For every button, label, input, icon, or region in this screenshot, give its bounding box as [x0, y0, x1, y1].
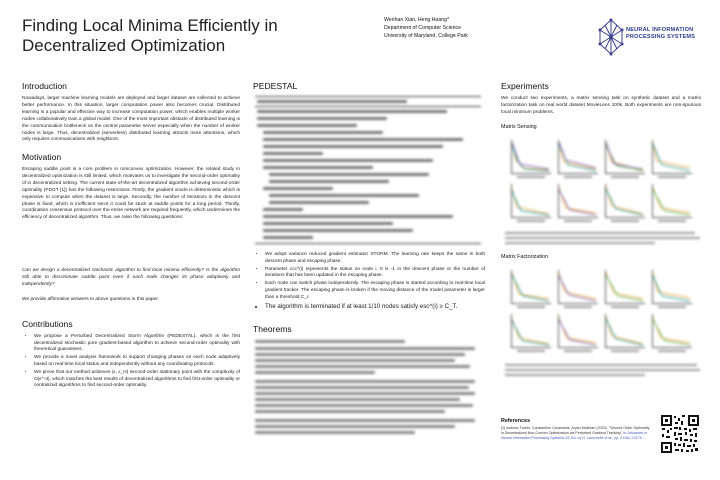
theorems-body — [255, 338, 481, 448]
pedestal-bullet: • Each node can switch phase independently. The escaping phase is started according to real-time local gradient tracker. The escaping phase is broken if the moving distance of the model parameter is larger than a threshold C_r. — [265, 281, 485, 301]
authors: Wenhan Xian, Heng Huang* — [384, 17, 450, 23]
reference-text: [1] Isidoros Tziotis, Constantine Caramanis, Aryan Mokhtari (2020). "Second Order Optimality in Decentralized Non-Convex Optimization via Perturbed Gradient Tracking" — [501, 426, 650, 435]
pedestal-bullet: • Parameter ccc^(i) represents the status on node i. It is -1 in the descent phase or the number of iterations that has been updated in the escaping phase. — [265, 267, 485, 280]
contribution-item: • We provide a novel analysis framework to support changing phases on each node adaptively based on real-time local status and independently without any coordinating protocols. — [34, 355, 240, 368]
contributions-list — [22, 334, 240, 391]
matrix-sensing-caption — [505, 230, 700, 246]
neurips-logo-icon — [596, 16, 626, 58]
neurips-logo — [596, 16, 716, 58]
author-block — [384, 16, 534, 40]
contributions-heading: Contributions — [22, 319, 73, 329]
pedestal-heading: PEDESTAL — [253, 81, 298, 91]
qr-code[interactable] — [660, 414, 700, 454]
matrix-sensing-figure — [503, 136, 703, 226]
department: Department of Computer Science — [384, 25, 461, 31]
motivation-answer: We provide affirmative answers to above questions in this paper. — [22, 297, 159, 302]
motivation-body: Escaping saddle point is a core problem in nonconvex optimization. However, the related study in decentralized optimization is still limited, which motivates us to investigate the second-order optimality of in decentralized setting. The current state-of-the-art decentralized algorithm achieving second-order optimality (PDGT [1]) has the following restrictions: Firstly, the gradient oracle is deterministic which is expensive to compute when the dataset is large. Secondly, the number of iterations in the descent phase is fixed, which is inefficient since it could be stuck at saddle points for a long period. Thirdly, coordination consensus protocol over the entire network are required frequently, which undermines the efficiency of decentralized algorithm. Thus, we raise the following questions: — [22, 167, 240, 221]
qr-code-icon — [660, 414, 700, 454]
theorems-heading: Theorems — [253, 324, 292, 334]
pedestal-bullet: • We adopt variance reduced gradient estimator STORM. The learning rate keeps the same in both descent phase and escaping phase. — [265, 252, 485, 265]
references-heading: References — [501, 418, 531, 424]
motivation-question-text: Can we design a decentralized stochastic algorithm to find local minima efficiently? Is the algorithm still able to discriminate saddle point even if each node changes its phase adaptively and independently? — [22, 268, 240, 287]
motivation-heading: Motivation — [22, 152, 62, 162]
poster-title: Finding Local Minima Efficiently in Decentralized Optimization — [22, 16, 278, 55]
motivation-question — [22, 268, 240, 289]
reference-item — [501, 426, 651, 441]
logo-text: NEURAL INFORMATION PROCESSING SYSTEMS — [626, 27, 696, 40]
matrix-sensing-label: Matrix Sensing — [501, 124, 537, 130]
contribution-item: • We propose a Perturbed Decentralized Storm Algorithm (PEDESTAL), which is the first decentralized stochastic pure gradient-based algorithm to achieve second-order optimality with theoretical guarantees. — [34, 334, 240, 354]
introduction-body: Nowadays, larger machine learning models are deployed and larger dataset are collected to achieve better performance. In this situation, larger computation power also becomes crucial. Distributed learning is a popular and effective way to increase computation power, which enables multiple worker nodes collaboratively train a global model. One of the most important obstacle of distributed learning is the communication bottleneck on the central parameter server especially when the number of worker nodes is large. Thus, decentralized (serverless) distributed learning attracts more attentions, which only requires communications with neighbors. — [22, 96, 240, 143]
experiments-heading: Experiments — [501, 81, 549, 91]
algorithm-box — [255, 96, 481, 248]
matrix-factorization-caption — [505, 362, 700, 378]
contribution-item: • We prove that our method achieves (ε, ε_H) second-order stationary point with the complexity of O(ε^-3), which matches the best results of decentralized algorithms to find first-order optimality or centralized algorithms to find second-order optimality. — [34, 370, 240, 390]
reference-source[interactable]: In: Advances in Neural Information Processing Systems 33. Ed. by H. Larochelle et al., pp. 21162–21173. — [501, 431, 648, 440]
pedestal-terminate: • The algorithm is terminated if at least 1/10 nodes satisfy esc^(i) ≥ C_T. — [265, 303, 485, 311]
university: University of Maryland, College Park — [384, 33, 468, 39]
pedestal-bullets — [253, 252, 485, 312]
matrix-factorization-label: Matrix Factorization — [501, 254, 549, 260]
matrix-factorization-figure — [503, 266, 703, 358]
introduction-heading: Introduction — [22, 81, 67, 91]
experiments-body: We conduct two experiments, a matrix sensing task on synthetic dataset and a matrix factorization task on real world dataset MovieLens 100k. Both experiments are non-spurious local minimum problems. — [501, 96, 701, 115]
